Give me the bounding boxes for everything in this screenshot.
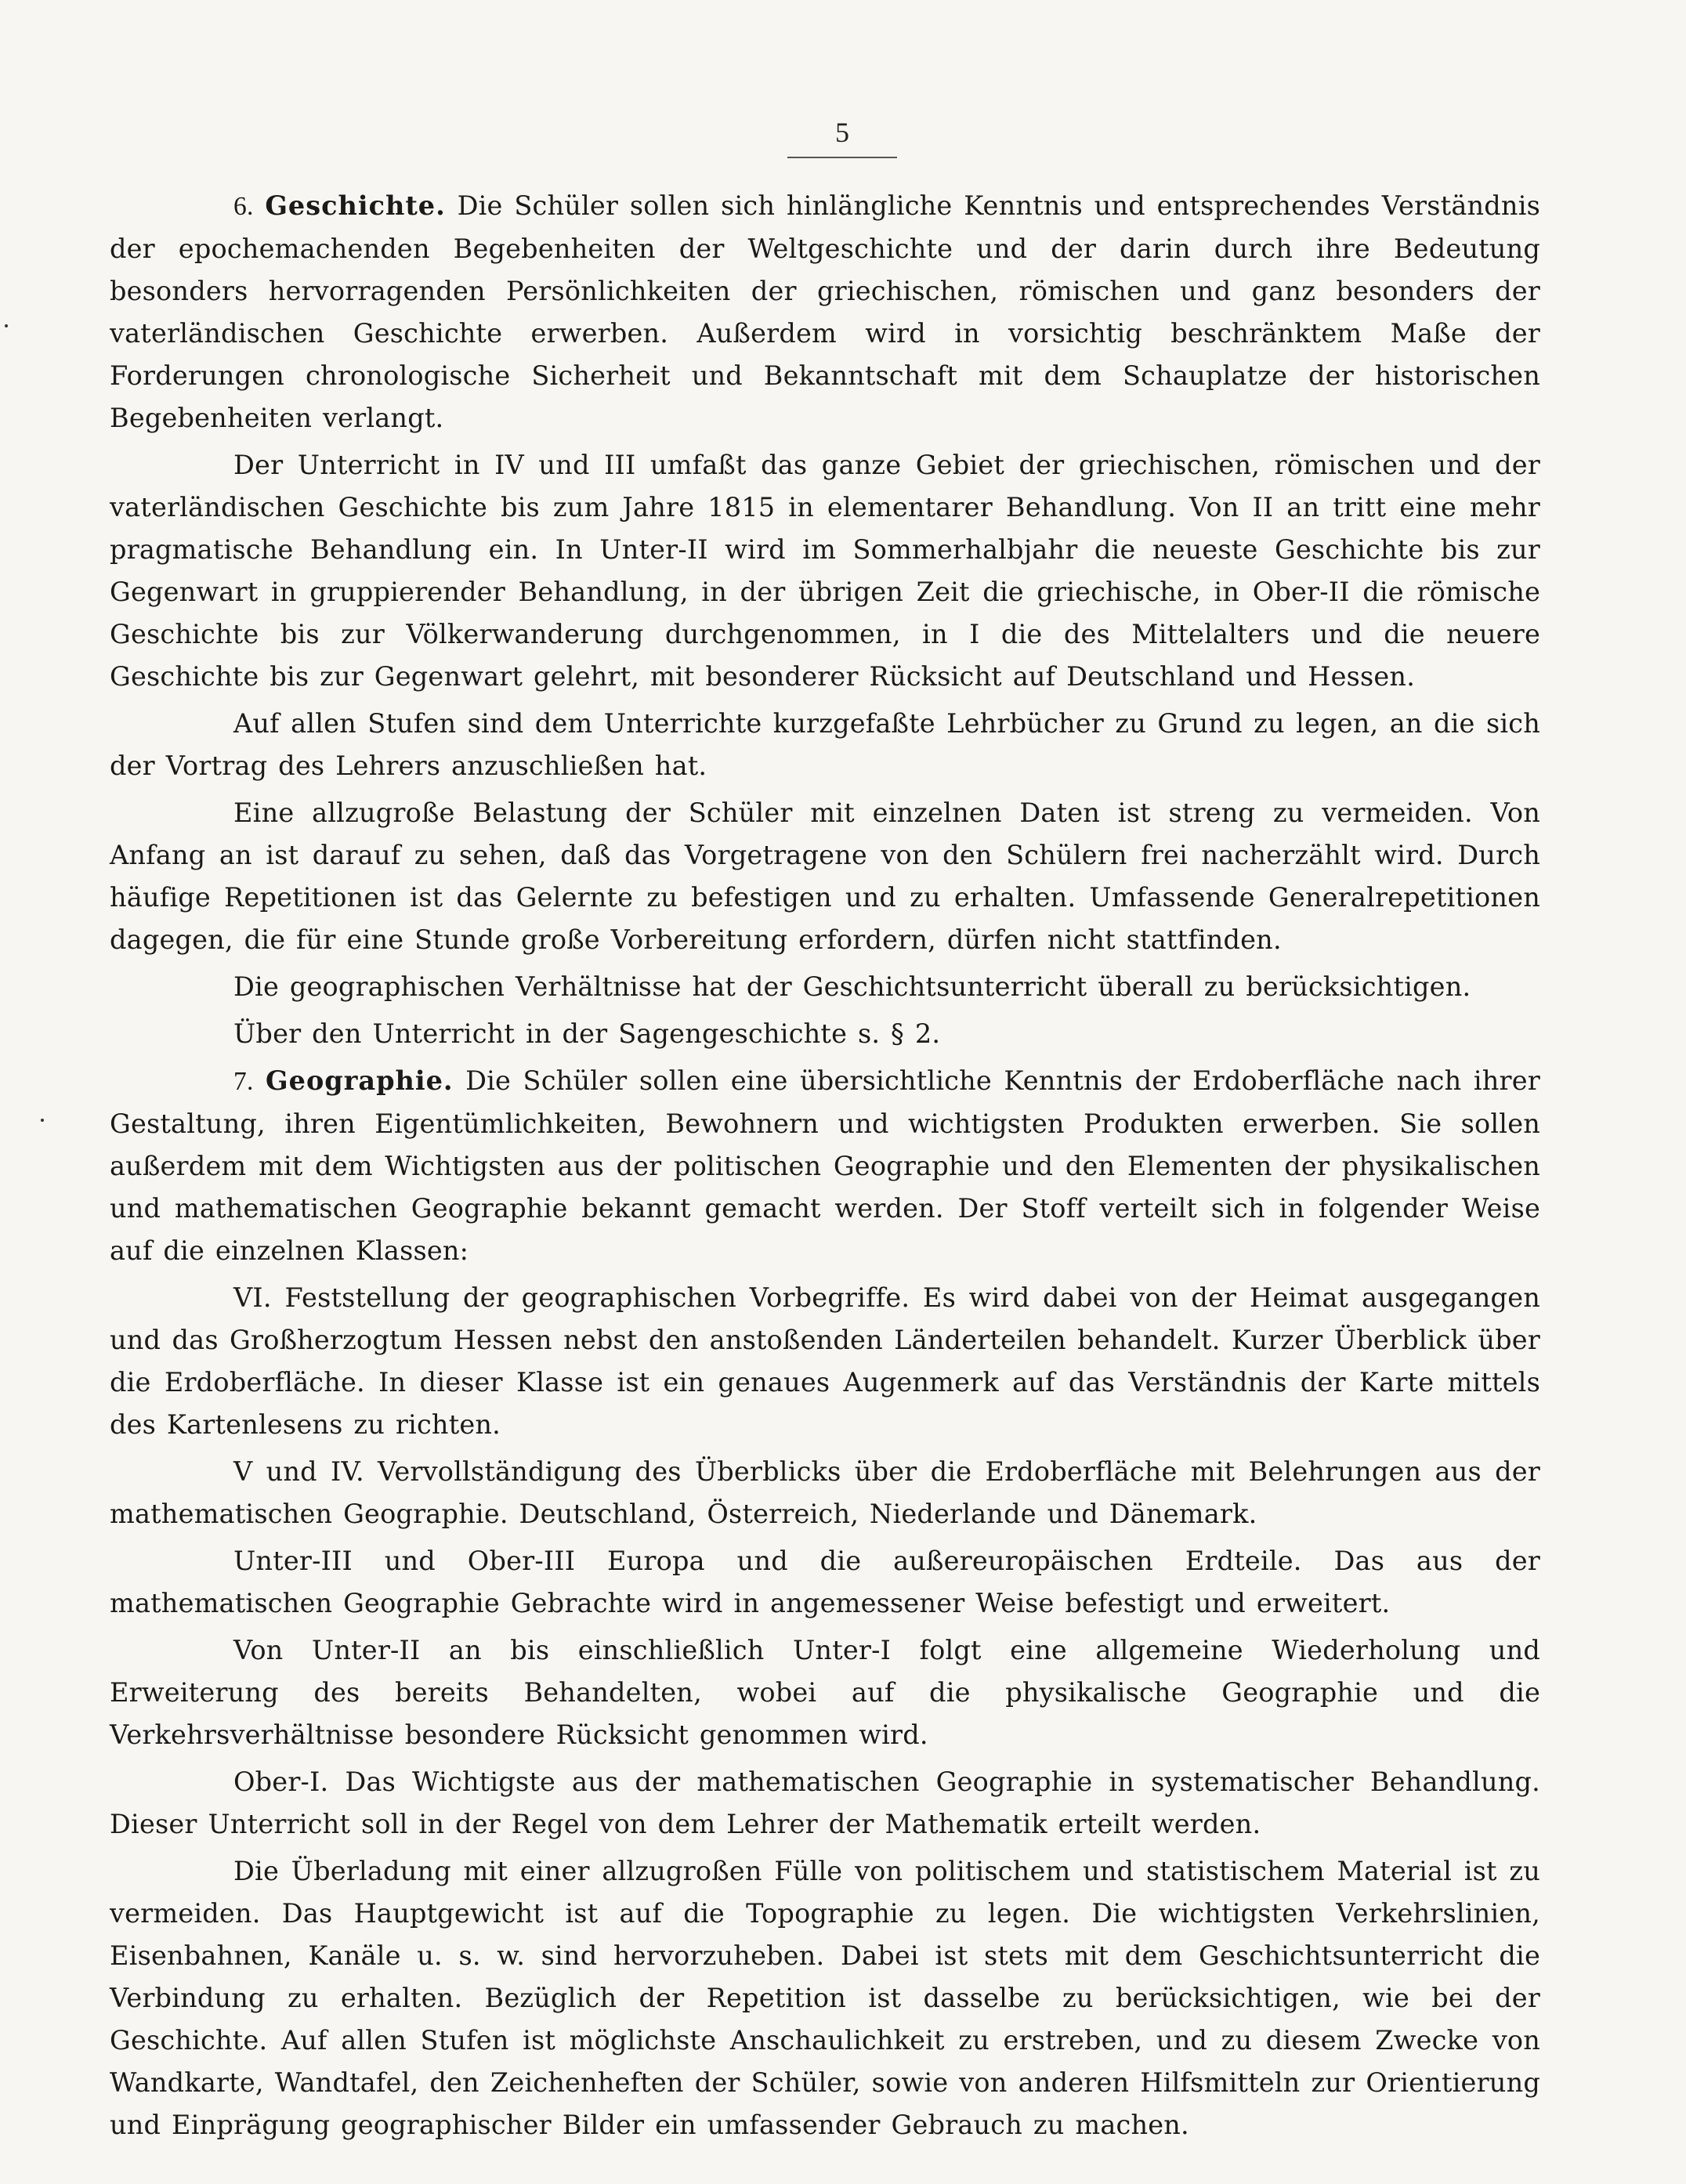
paragraph [110,792,1540,961]
paragraph-text: Von Unter-II an bis einschließlich Unter-I folgt eine allgemeine Wiederholung und Erweiterung des bereits Behandelten, wobei auf die physikalische Geographie und die Verkehrsverhältnisse besondere Rücksicht genommen wird. [110,1635,1540,1750]
paragraph-text: Über den Unterricht in der Sagengeschichte s. § 2. [233,1018,941,1049]
section-number: 7. [233,1067,254,1096]
paragraph-text: V und IV. Vervollständigung des Überblicks über die Erdoberfläche mit Belehrungen aus der mathematischen Geographie. Deutschland, Österreich, Niederlande und Dänemark. [110,1456,1540,1529]
scan-speck [41,1119,44,1122]
scan-speck [5,324,8,327]
paragraph [110,1540,1540,1625]
page-number: 5 [835,117,849,148]
paragraph-text: Die Schüler sollen sich hinlängliche Kenntnis und entsprechendes Verständnis der epochemachenden Begebenheiten der Weltgeschichte und der darin durch ihre Bedeutung besonders hervorragenden Persönlichkeiten der griechischen, römischen und ganz besonders der vaterländischen Geschichte erwerben. Außerdem wird in vorsichtig beschränktem Maße der Forderungen chronologische Sicherheit und Bekanntschaft mit dem Schauplatze der historischen Begebenheiten verlangt. [110,190,1540,433]
paragraph [110,703,1540,787]
paragraph [110,1277,1540,1446]
paragraph-text: Unter-III und Ober-III Europa und die außereuropäischen Erdteile. Das aus der mathematischen Geographie Gebrachte wird in angemessener Weise befestigt und erweitert. [110,1546,1540,1618]
paragraph-text: Die Überladung mit einer allzugroßen Fülle von politischem und statistischem Material ist zu vermeiden. Das Hauptgewicht ist auf die Topographie zu legen. Die wichtigsten Verkehrslinien, Eisenbahnen, Kanäle u. s. w. sind hervorzuheben. Dabei ist stets mit dem Geschichtsunterricht die Verbindung zu erhalten. Bezüglich der Repetition ist dasselbe zu berücksichtigen, wie bei der Geschichte. Auf allen Stufen ist möglichste Anschaulichkeit zu erstreben, und zu diesem Zwecke von Wandkarte, Wandtafel, den Zeichenheften der Schüler, sowie von anderen Hilfsmitteln zur Orientierung und Einprägung geographischer Bilder ein umfassender Gebrauch zu machen. [110,1856,1540,2140]
paragraph [110,1850,1540,2146]
paragraph-text: Der Unterricht in IV und III umfaßt das ganze Gebiet der griechischen, römischen und der vaterländischen Geschichte bis zum Jahre 1815 in elementarer Behandlung. Von II an tritt eine mehr pragmatische Behandlung ein. In Unter-II wird im Sommerhalbjahr die neueste Geschichte bis zur Gegenwart in gruppierender Behandlung, in der übrigen Zeit die griechische, in Ober-II die römische Geschichte bis zur Völkerwanderung durchgenommen, in I die des Mittelalters und die neuere Geschichte bis zur Gegenwart gelehrt, mit besonderer Rücksicht auf Deutschland und Hessen. [110,450,1540,692]
paragraph [110,444,1540,698]
section-number: 6. [233,192,254,221]
paragraph-text: Die geographischen Verhältnisse hat der Geschichtsunterricht überall zu berücksichtigen. [233,971,1471,1002]
paragraph [110,1451,1540,1535]
section-geschichte-intro [110,185,1540,439]
paragraph [110,1761,1540,1846]
paragraph [110,1013,1540,1055]
main-text [110,185,1540,2151]
section-title: Geschichte. [265,190,446,221]
paragraph-text: VI. Feststellung der geographischen Vorbegriffe. Es wird dabei von der Heimat ausgegangen und das Großherzogtum Hessen nebst den anstoßenden Länderteilen behandelt. Kurzer Überblick über die Erdoberfläche. In dieser Klasse ist ein genaues Augenmerk auf das Verständnis der Karte mittels des Kartenlesens zu richten. [110,1282,1540,1440]
paragraph [110,966,1540,1008]
section-geographie-intro [110,1060,1540,1272]
paragraph-text: Die Schüler sollen eine übersichtliche Kenntnis der Erdoberfläche nach ihrer Gestaltung, ihren Eigentümlichkeiten, Bewohnern und wichtigsten Produkten erwerben. Sie sollen außerdem mit dem Wichtigsten aus der politischen Geographie und den Elementen der physikalischen und mathematischen Geographie bekannt gemacht werden. Der Stoff verteilt sich in folgender Weise auf die einzelnen Klassen: [110,1065,1540,1266]
paragraph-text: Eine allzugroße Belastung der Schüler mit einzelnen Daten ist streng zu vermeiden. Von Anfang an ist darauf zu sehen, daß das Vorgetragene von den Schülern frei nacherzählt wird. Durch häufige Repetitionen ist das Gelernte zu befestigen und zu erhalten. Umfassende Generalrepetitionen dagegen, die für eine Stunde große Vorbereitung erfordern, dürfen nicht stattfinden. [110,797,1540,955]
section-title: Geographie. [266,1065,454,1096]
page-number-rule [787,157,897,158]
paragraph-text: Auf allen Stufen sind dem Unterrichte kurzgefaßte Lehrbücher zu Grund zu legen, an die sich der Vortrag des Lehrers anzuschließen hat. [110,708,1540,781]
paragraph [110,1629,1540,1756]
paragraph-text: Ober-I. Das Wichtigste aus der mathematischen Geographie in systematischer Behandlung. Dieser Unterricht soll in der Regel von dem Lehrer der Mathematik erteilt werden. [110,1766,1540,1839]
